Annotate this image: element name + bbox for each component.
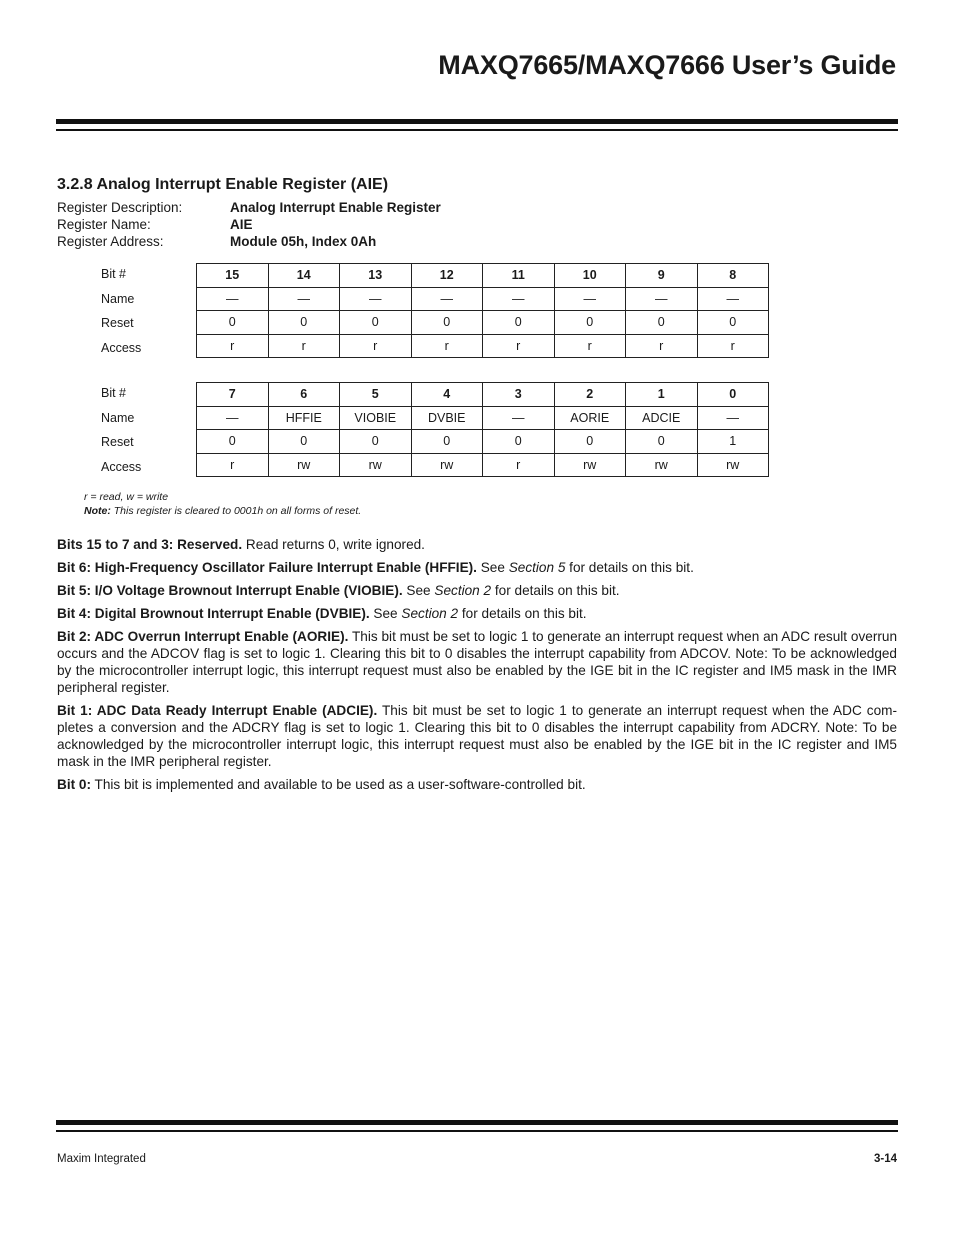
reset-value-cell: 1 (697, 430, 769, 454)
footer-rule-thin (56, 1130, 898, 1132)
desc-text: Read returns 0, write ignored. (242, 537, 425, 552)
access-cell: r (197, 453, 269, 477)
desc-bit1 (57, 702, 897, 770)
access-cell: r (340, 334, 412, 358)
bit-name-cell: HFFIE (268, 406, 340, 430)
register-description-value: Analog Interrupt Enable Register (230, 200, 441, 215)
bit-number-cell: 10 (554, 264, 626, 288)
access-cell: r (697, 334, 769, 358)
section-reference: Section 5 (508, 560, 566, 575)
register-address-label: Register Address: (57, 234, 164, 249)
reset-value-cell: 0 (268, 430, 340, 454)
reset-value-cell: 0 (197, 430, 269, 454)
row-label-access: Access (101, 459, 142, 474)
bit-name-cell: — (411, 287, 483, 311)
desc-text: for details on this bit. (565, 560, 694, 575)
bit-number-cell: 4 (411, 383, 483, 407)
desc-title: Bits 15 to 7 and 3: Reserved. (57, 537, 243, 552)
table-row (197, 383, 769, 407)
section-reference: Section 2 (401, 606, 459, 621)
header-rule-thick (56, 119, 898, 124)
access-cell: rw (554, 453, 626, 477)
row-labels-low (101, 381, 141, 479)
desc-title: Bit 5: I/O Voltage Brownout Interrupt Enable (VIOBIE). (57, 583, 403, 598)
access-cell: rw (411, 453, 483, 477)
row-label-name: Name (101, 291, 135, 306)
access-cell: rw (340, 453, 412, 477)
note-text: This register is cleared to 0001h on all forms of reset. (110, 505, 362, 517)
bit-name-cell: AORIE (554, 406, 626, 430)
desc-text: See (369, 606, 402, 621)
desc-text: This bit must be set to logic 1 to generate an interrupt request when an ADC result overrun occurs and the ADCOV flag is set to logic 1. Clearing this bit to 0 disables the interrupt capability from ADCOV. Note: To be acknowledged by the microcontroller interrupt logic, this interrupt request must also be enabled by the IGE bit in the IC register and IM5 mask in the IMR peripheral register. (57, 629, 898, 695)
access-cell: r (411, 334, 483, 358)
reset-value-cell: 0 (626, 311, 698, 335)
desc-text: This bit must be set to logic 1 to generate an interrupt request when the ADC completes a conversion and the ADCRY flag is set to logic 1. Clearing this bit to 0 disables the interrupt capability from ADCRY. Note: To be acknowledged by the microcontroller interrupt logic, this interrupt request must also be enabled by the IGE bit in the IC register and IM5 mask in the IMR peripheral register. (57, 703, 897, 769)
bit-number-cell: 1 (626, 383, 698, 407)
row-label-bit: Bit # (101, 267, 127, 281)
access-legend: r = read, w = write (84, 491, 169, 503)
bit-name-cell: — (554, 287, 626, 311)
desc-text: for details on this bit. (491, 583, 620, 598)
footer-company: Maxim Integrated (57, 1153, 146, 1165)
table-row (197, 334, 769, 358)
bit-name-cell: — (697, 406, 769, 430)
row-label-access: Access (101, 340, 142, 355)
bit-number-cell: 2 (554, 383, 626, 407)
reset-value-cell: 0 (483, 430, 555, 454)
bit-name-cell: ADCIE (626, 406, 698, 430)
bit-number-cell: 9 (626, 264, 698, 288)
table-row (197, 430, 769, 454)
section-heading: 3.2.8 Analog Interrupt Enable Register (AIE) (57, 176, 389, 193)
access-cell: r (268, 334, 340, 358)
bit-table-high (196, 263, 769, 358)
bit-name-cell: — (197, 406, 269, 430)
desc-bit5 (57, 582, 897, 599)
desc-text: for details on this bit. (458, 606, 587, 621)
table-row (197, 287, 769, 311)
table-row (197, 406, 769, 430)
reset-value-cell: 0 (411, 311, 483, 335)
table-footnotes (84, 490, 361, 518)
bit-number-cell: 6 (268, 383, 340, 407)
reset-value-cell: 0 (268, 311, 340, 335)
register-address-value: Module 05h, Index 0Ah (230, 234, 377, 249)
bit-name-cell: DVBIE (411, 406, 483, 430)
table-row (197, 264, 769, 288)
desc-text: This bit is implemented and available to be used as a user-software-controlled bit. (90, 777, 586, 792)
bit-number-cell: 14 (268, 264, 340, 288)
bit-number-cell: 7 (197, 383, 269, 407)
reset-value-cell: 0 (411, 430, 483, 454)
desc-bit4 (57, 605, 897, 622)
access-cell: r (554, 334, 626, 358)
header-rule-thin (56, 129, 898, 131)
footer-page-number: 3-14 (873, 1153, 897, 1165)
access-cell: r (483, 334, 555, 358)
desc-bit2 (57, 628, 897, 696)
bit-name-cell: — (483, 287, 555, 311)
reset-value-cell: 0 (483, 311, 555, 335)
row-label-bit: Bit # (101, 386, 127, 400)
desc-text: See (402, 583, 435, 598)
bit-name-cell: — (197, 287, 269, 311)
bit-number-cell: 12 (411, 264, 483, 288)
register-name-label: Register Name: (57, 217, 151, 232)
register-name-value: AIE (230, 217, 253, 232)
bit-name-cell: — (697, 287, 769, 311)
reset-value-cell: 0 (626, 430, 698, 454)
access-cell: rw (626, 453, 698, 477)
section-reference: Section 2 (434, 583, 492, 598)
footer-rule-thick (56, 1120, 898, 1125)
desc-title: Bit 4: Digital Brownout Interrupt Enable (DVBIE). (57, 606, 370, 621)
row-label-reset: Reset (101, 435, 134, 449)
reset-value-cell: 0 (697, 311, 769, 335)
access-cell: r (626, 334, 698, 358)
desc-title: Bit 6: High-Frequency Oscillator Failure Interrupt Enable (HFFIE). (57, 560, 477, 575)
desc-title: Bit 0: (57, 777, 91, 792)
row-label-reset: Reset (101, 316, 134, 330)
access-cell: r (483, 453, 555, 477)
reset-value-cell: 0 (554, 311, 626, 335)
table-row (197, 311, 769, 335)
bit-number-cell: 13 (340, 264, 412, 288)
register-info (57, 199, 441, 250)
bit-number-cell: 0 (697, 383, 769, 407)
bit-number-cell: 5 (340, 383, 412, 407)
desc-title: Bit 1: ADC Data Ready Interrupt Enable (ADCIE). (57, 703, 378, 718)
bit-table-low (196, 382, 769, 477)
access-cell: r (197, 334, 269, 358)
bit-name-cell: — (483, 406, 555, 430)
bit-name-cell: — (268, 287, 340, 311)
reset-note (84, 504, 361, 518)
reset-value-cell: 0 (340, 311, 412, 335)
table-row (197, 453, 769, 477)
reset-value-cell: 0 (340, 430, 412, 454)
access-cell: rw (268, 453, 340, 477)
bit-number-cell: 11 (483, 264, 555, 288)
document-title: MAXQ7665/MAXQ7666 User’s Guide (438, 50, 896, 80)
desc-reserved (57, 536, 897, 553)
row-label-name: Name (101, 410, 135, 425)
bit-name-cell: — (626, 287, 698, 311)
bit-number-cell: 3 (483, 383, 555, 407)
bit-name-cell: VIOBIE (340, 406, 412, 430)
register-description-label: Register Description: (57, 200, 183, 215)
bit-number-cell: 8 (697, 264, 769, 288)
desc-bit6 (57, 559, 897, 576)
reset-value-cell: 0 (554, 430, 626, 454)
row-labels-high (101, 262, 141, 360)
desc-bit0 (57, 776, 897, 793)
access-cell: rw (697, 453, 769, 477)
bit-number-cell: 15 (197, 264, 269, 288)
desc-title: Bit 2: ADC Overrun Interrupt Enable (AORIE). (57, 629, 349, 644)
bit-name-cell: — (340, 287, 412, 311)
bit-descriptions (57, 536, 897, 799)
reset-value-cell: 0 (197, 311, 269, 335)
desc-text: See (476, 560, 509, 575)
note-label: Note: (84, 505, 111, 517)
